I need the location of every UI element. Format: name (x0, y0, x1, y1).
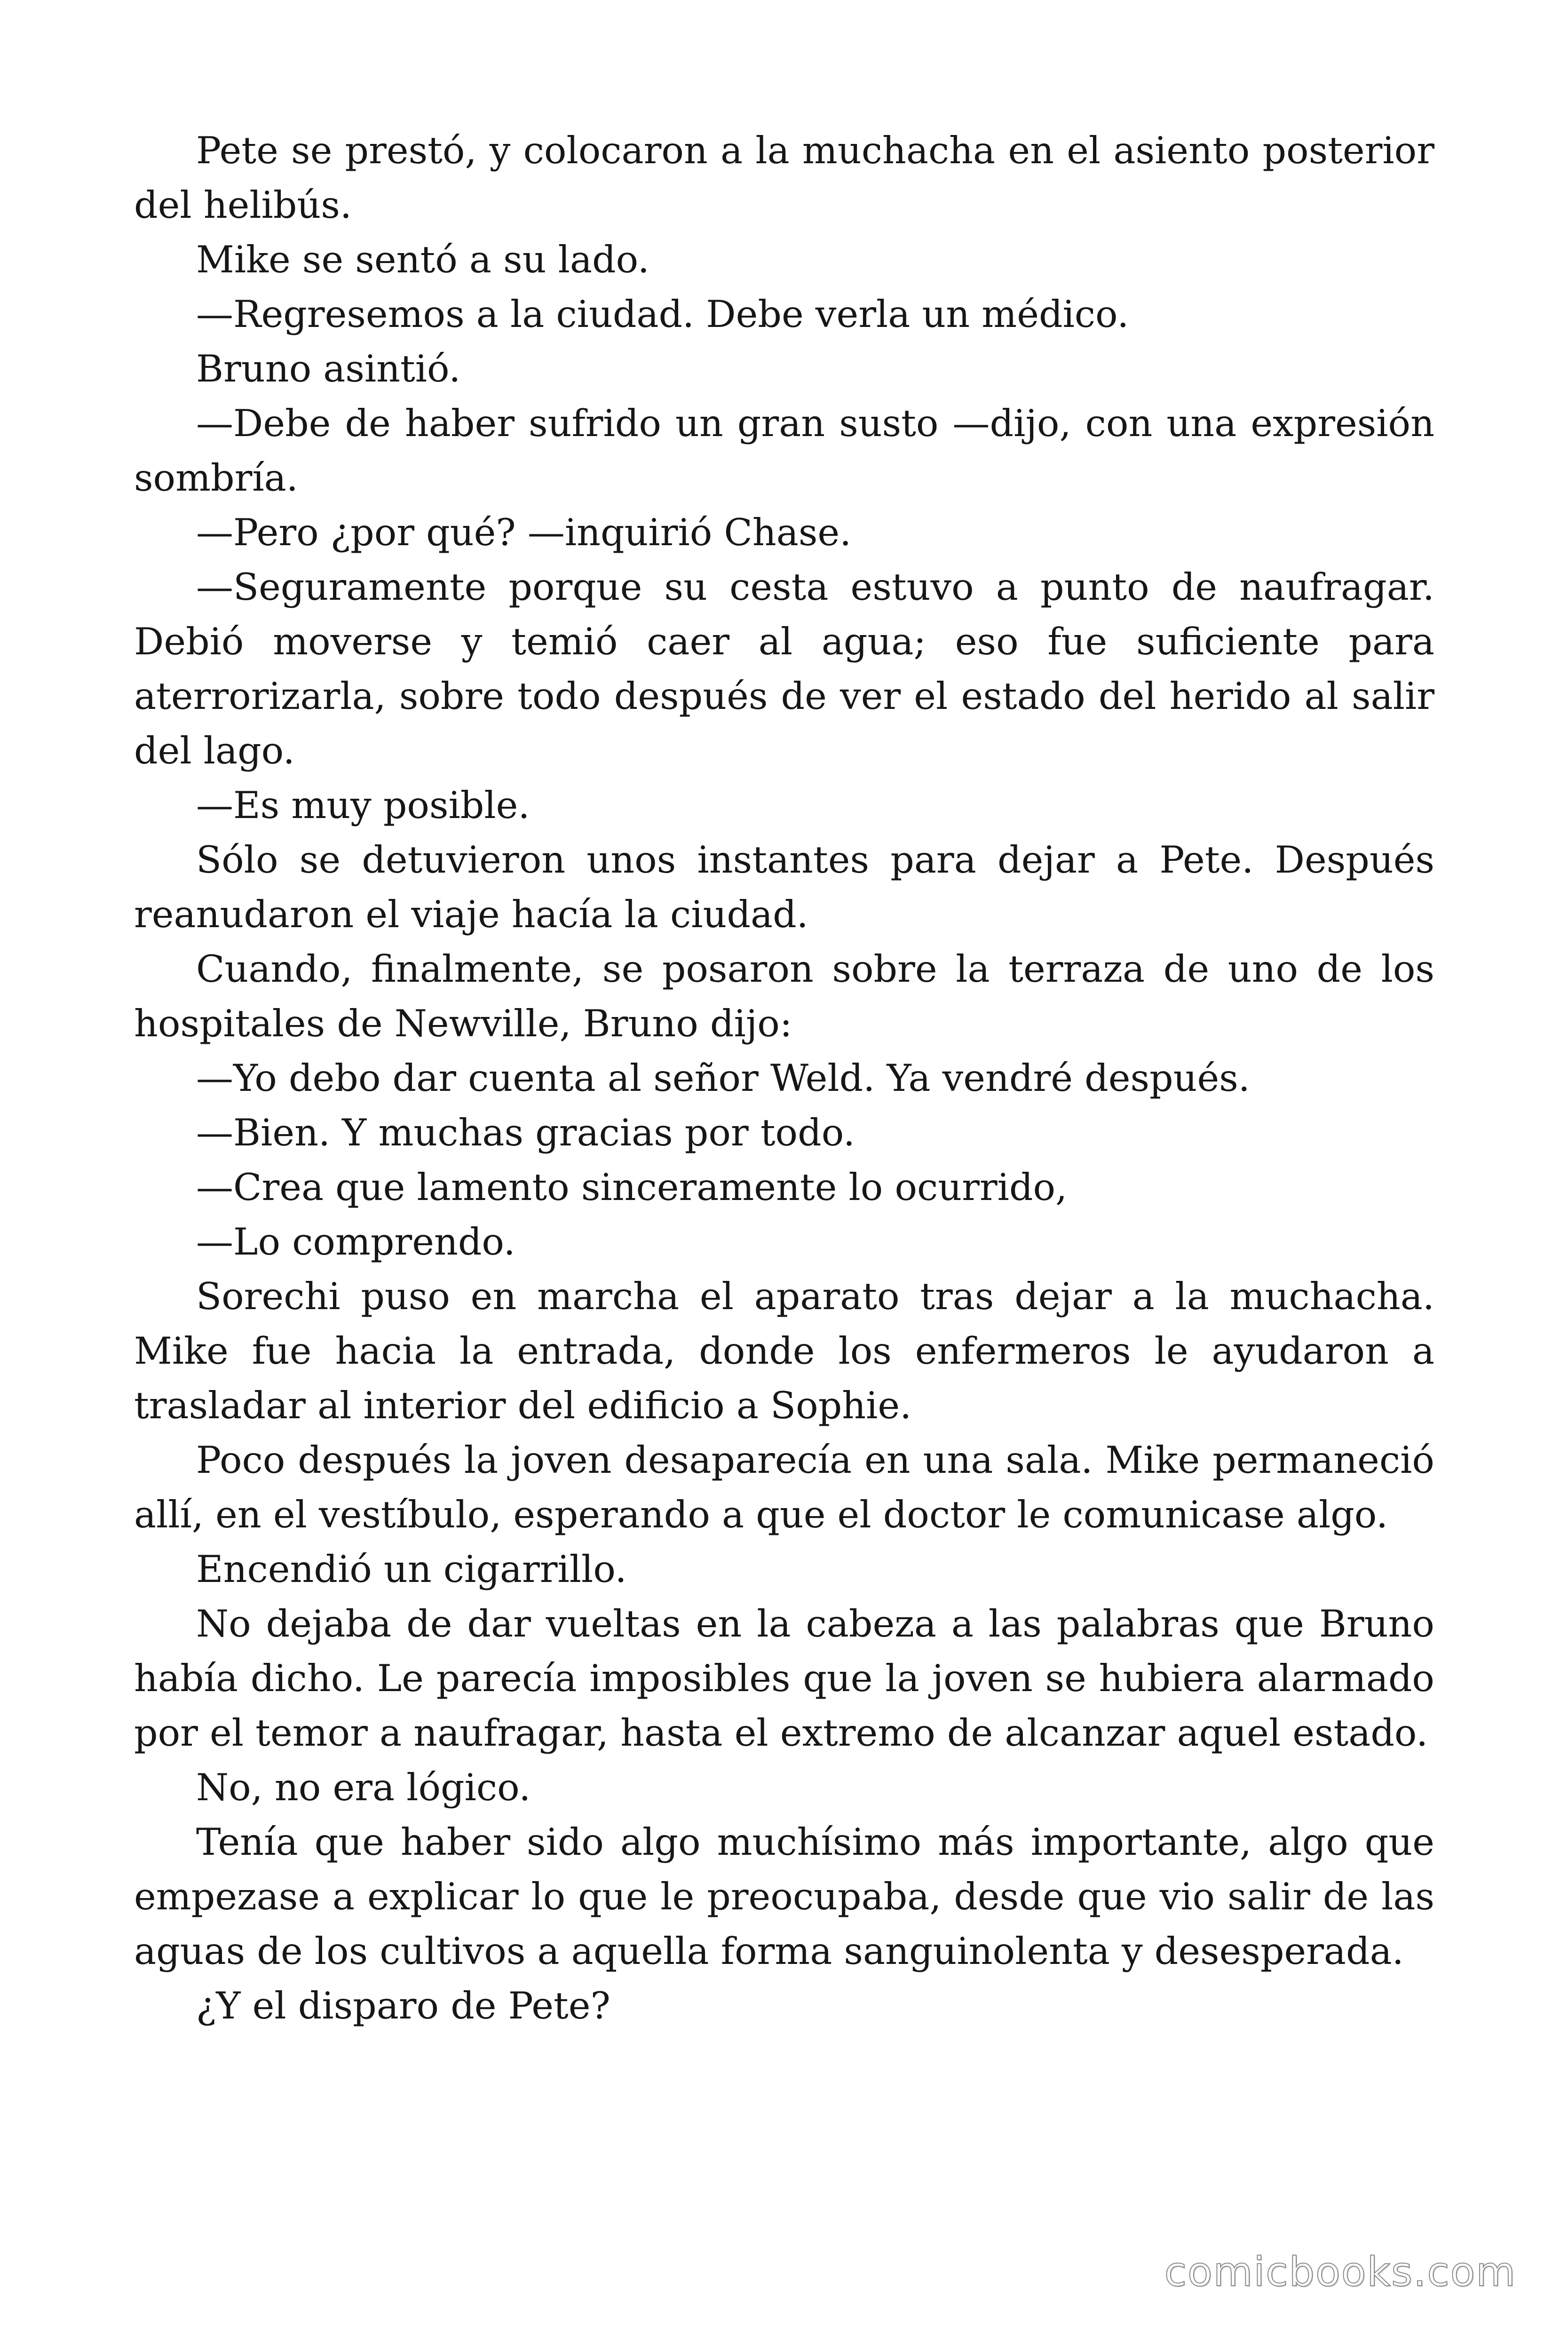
paragraph: Bruno asintió. (196, 347, 461, 390)
paragraph: ¿Y el disparo de Pete? (196, 1984, 610, 2027)
body-text (134, 123, 1434, 2033)
paragraph: —Seguramente porque su cesta estuvo a punto de naufragar. Debió moverse y temió caer al agua; eso fue suficiente para aterrorizarla, sobre todo después de ver el estado del herido al salir del lago. (134, 565, 1434, 772)
paragraph: Cuando, finalmente, se posaron sobre la terraza de uno de los hospitales de Newville, Bruno dijo: (134, 947, 1434, 1045)
paragraph: —Es muy posible. (196, 784, 530, 827)
paragraph: Mike se sentó a su lado. (196, 238, 649, 281)
paragraph: Poco después la joven desaparecía en una sala. Mike permaneció allí, en el vestíbulo, esperando a que el doctor le comunicase algo. (134, 1438, 1434, 1536)
paragraph: —Regresemos a la ciudad. Debe verla un médico. (196, 293, 1129, 336)
paragraph: No dejaba de dar vueltas en la cabeza a las palabras que Bruno había dicho. Le parecía imposibles que la joven se hubiera alarmado por el temor a naufragar, hasta el extremo de alcanzar aquel estado. (134, 1602, 1434, 1755)
paragraph: —Yo debo dar cuenta al señor Weld. Ya vendré después. (196, 1057, 1250, 1100)
paragraph: —Pero ¿por qué? —inquirió Chase. (196, 511, 852, 554)
paragraph: Sólo se detuvieron unos instantes para dejar a Pete. Después reanudaron el viaje hacía la ciudad. (134, 838, 1434, 936)
paragraph: Sorechi puso en marcha el aparato tras dejar a la muchacha. Mike fue hacia la entrada, donde los enfermeros le ayudaron a trasladar al interior del edificio a Sophie. (134, 1275, 1434, 1427)
paragraph: —Debe de haber sufrido un gran susto —dijo, con una expresión sombría. (134, 402, 1434, 500)
paragraph: Encendió un cigarrillo. (196, 1548, 627, 1591)
paragraph: —Crea que lamento sinceramente lo ocurrido, (196, 1166, 1068, 1209)
paragraph: —Bien. Y muchas gracias por todo. (196, 1111, 855, 1154)
paragraph: —Lo comprendo. (196, 1220, 515, 1263)
paragraph: Tenía que haber sido algo muchísimo más importante, algo que empezase a explicar lo que le preocupaba, desde que vio salir de las aguas de los cultivos a aquella forma sanguinolenta y desesperada. (134, 1820, 1434, 1973)
paragraph: No, no era lógico. (196, 1766, 531, 1809)
watermark: comicbooks.com (1164, 2249, 1516, 2296)
paragraph: Pete se prestó, y colocaron a la muchacha en el asiento posterior del helibús. (134, 129, 1434, 227)
